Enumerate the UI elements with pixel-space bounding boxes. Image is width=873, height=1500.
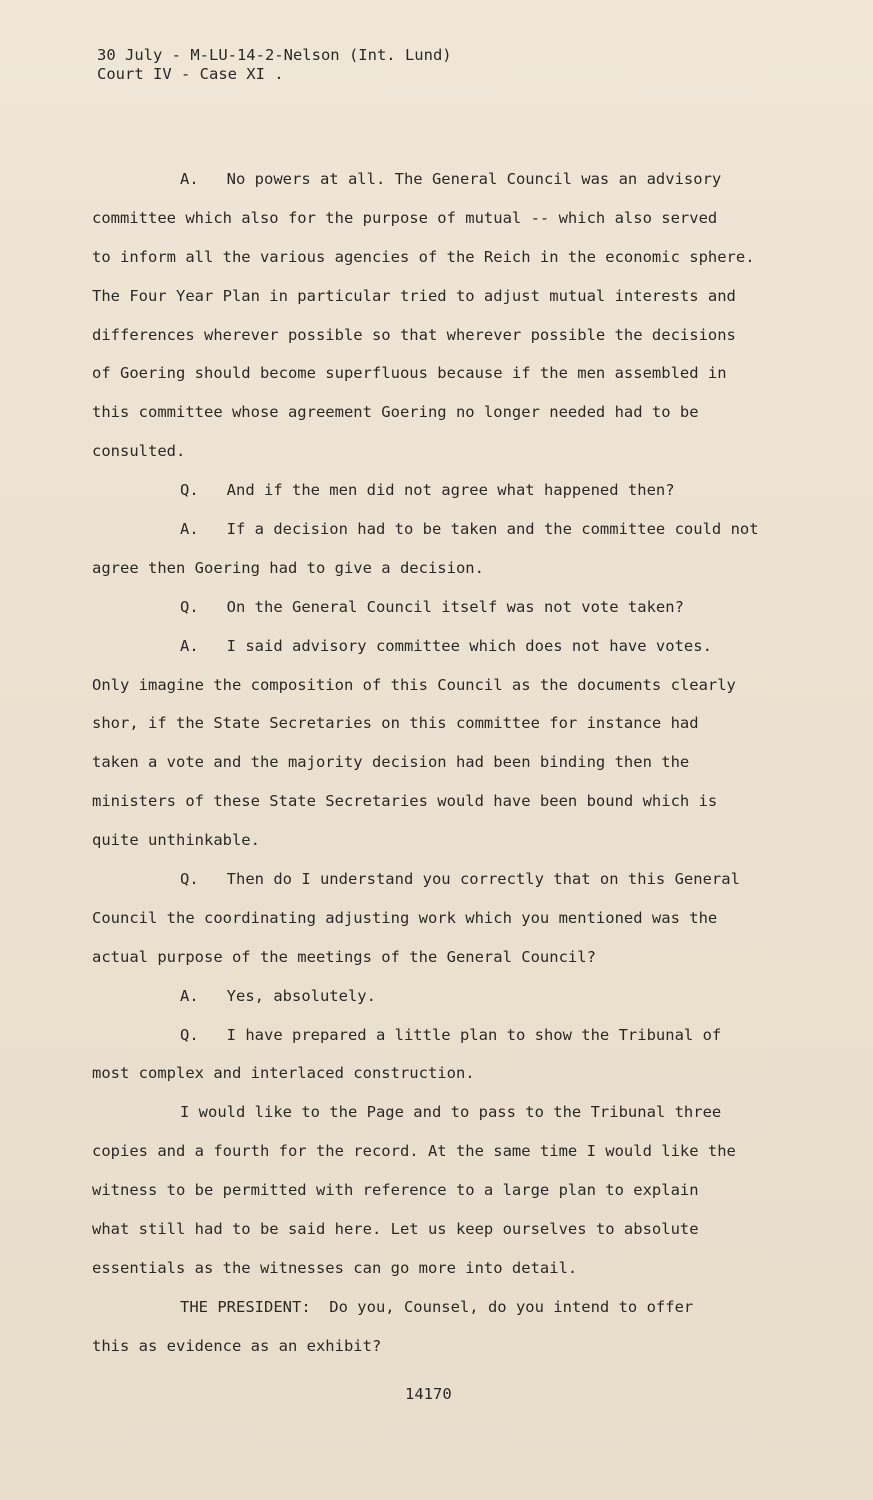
transcript-line: Q. On the General Council itself was not vote taken?: [180, 597, 684, 616]
transcript-line: Council the coordinating adjusting work which you mentioned was the: [92, 908, 718, 927]
transcript-line: this as evidence as an exhibit?: [92, 1336, 382, 1355]
transcript-line: A. If a decision had to be taken and the committee could not: [180, 520, 759, 539]
transcript-line: A. I said advisory committee which does not have votes.: [180, 636, 712, 655]
transcript-line: The Four Year Plan in particular tried to adjust mutual interests and: [92, 286, 736, 305]
transcript-line: copies and a fourth for the record. At the same time I would like the: [92, 1142, 736, 1161]
transcript-line: what still had to be said here. Let us keep ourselves to absolute: [92, 1220, 699, 1239]
transcript-line: taken a vote and the majority decision had been binding then the: [92, 753, 690, 772]
transcript-line: Q. And if the men did not agree what happened then?: [180, 481, 675, 500]
transcript-line: to inform all the various agencies of the Reich in the economic sphere.: [92, 247, 755, 266]
transcript-line: THE PRESIDENT: Do you, Counsel, do you intend to offer: [180, 1297, 694, 1316]
transcript-line: differences wherever possible so that wherever possible the decisions: [92, 325, 736, 344]
transcript-line: actual purpose of the meetings of the General Council?: [92, 947, 596, 966]
transcript-line: Only imagine the composition of this Council as the documents clearly: [92, 675, 736, 694]
header-line-court-case: Court IV - Case XI .: [97, 65, 284, 83]
transcript-line: essentials as the witnesses can go more into detail.: [92, 1258, 578, 1277]
transcript-line: this committee whose agreement Goering no longer needed had to be: [92, 403, 699, 422]
transcript-line: agree then Goering had to give a decision.: [92, 558, 484, 577]
header-line-date-reference: 30 July - M-LU-14-2-Nelson (Int. Lund): [97, 46, 452, 64]
transcript-body: [92, 160, 792, 1366]
transcript-line: committee which also for the purpose of mutual -- which also served: [92, 208, 718, 227]
transcript-line: ministers of these State Secretaries would have been bound which is: [92, 792, 718, 811]
transcript-line: most complex and interlaced construction.: [92, 1064, 475, 1083]
transcript-line: quite unthinkable.: [92, 831, 260, 850]
transcript-line: A. No powers at all. The General Council was an advisory: [180, 170, 722, 188]
transcript-line: consulted.: [92, 442, 186, 461]
document-header: [97, 46, 452, 84]
page-number: 14170: [405, 1385, 452, 1403]
transcript-line: I would like to the Page and to pass to the Tribunal three: [180, 1103, 722, 1122]
transcript-line: of Goering should become superfluous because if the men assembled in: [92, 364, 727, 383]
transcript-line: Q. Then do I understand you correctly that on this General: [180, 870, 740, 889]
transcript-line: shor, if the State Secretaries on this committee for instance had: [92, 714, 699, 733]
transcript-line: A. Yes, absolutely.: [180, 986, 376, 1005]
transcript-line: witness to be permitted with reference to a large plan to explain: [92, 1181, 699, 1200]
transcript-line: Q. I have prepared a little plan to show the Tribunal of: [180, 1025, 722, 1044]
